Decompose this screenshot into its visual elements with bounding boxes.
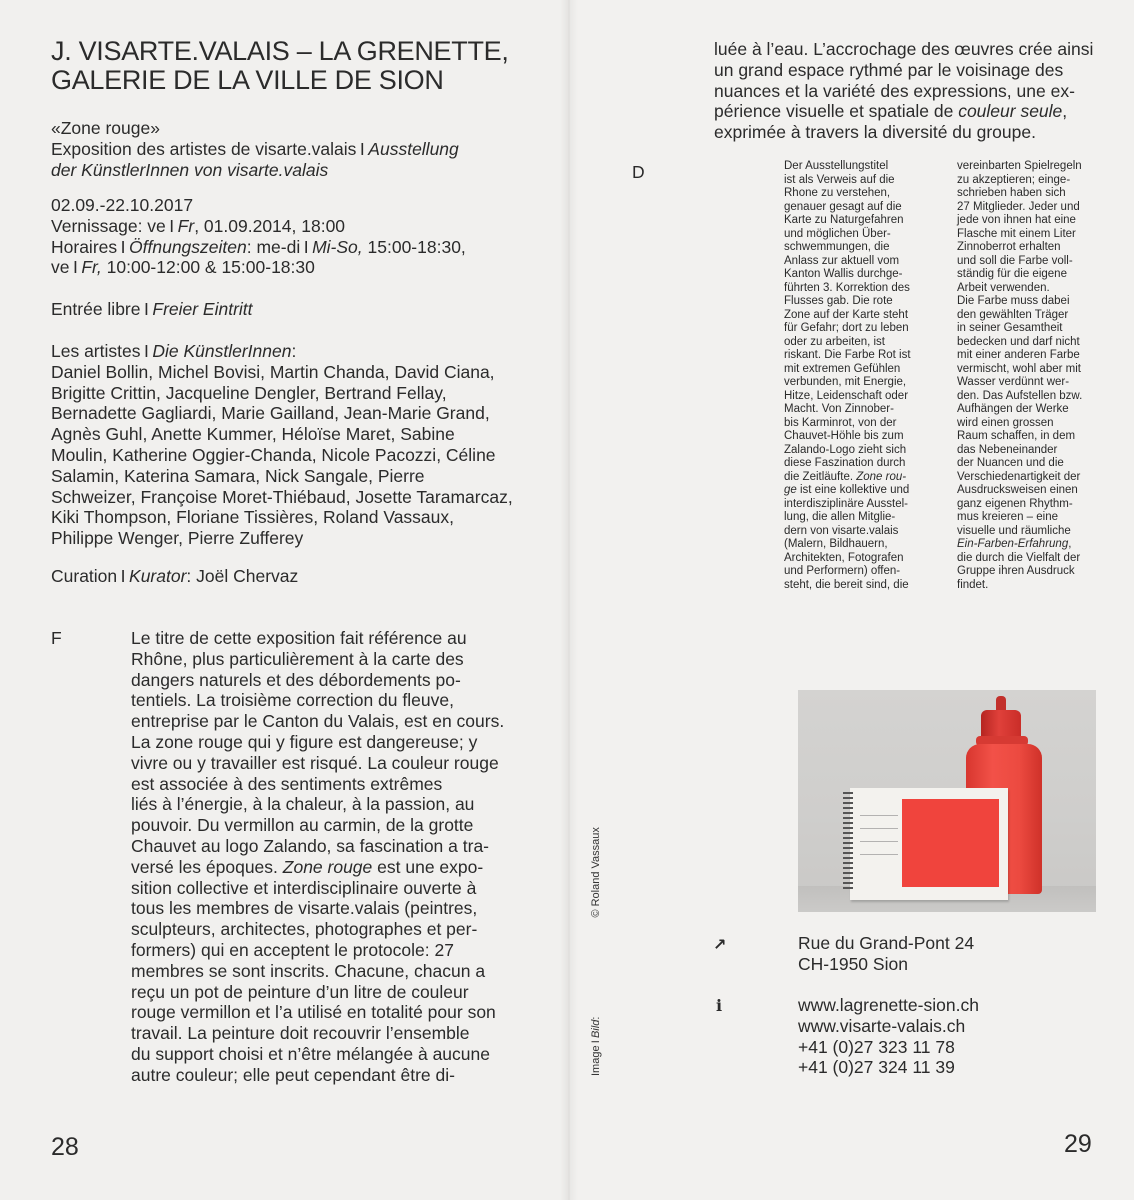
body-line (714, 101, 1114, 122)
de-line: 27 Mitglieder. Jeder und (957, 200, 1080, 213)
artists-line: Agnès Guhl, Anette Kummer, Héloïse Maret, Sabine (51, 424, 455, 445)
hours-days-de: Mi-So, (312, 236, 363, 257)
separator: I (117, 566, 130, 586)
de-line: mus kreieren – eine (957, 511, 1058, 523)
entry-de: Freier Eintritt (152, 299, 253, 319)
body-line: vivre ou y travailler est risqué. La couleur rouge (131, 752, 499, 773)
artists-line: Brigitte Crittin, Jacqueline Dengler, Bertrand Fellay, (51, 382, 447, 403)
page-number-right: 29 (1064, 1130, 1092, 1158)
page-gutter (560, 0, 578, 1200)
hours-time: 15:00-18:30, (362, 236, 466, 257)
de-line: und möglichen Über- (784, 227, 891, 240)
de-line: findet. (957, 578, 989, 591)
separator: I (590, 1037, 602, 1046)
body-line: Rhône, plus particulièrement à la carte des (131, 648, 464, 669)
de-line: oder zu arbeiten, ist (784, 335, 886, 348)
handwritten-notes (860, 806, 898, 866)
de-line: Karte zu Naturgefahren (784, 214, 904, 226)
de-line (784, 484, 944, 498)
curation-line (51, 566, 298, 587)
credit-author: © Roland Vassaux (590, 827, 602, 918)
artists-line: Schweizer, Françoise Moret-Thiébaud, Josette Taramarcaz, (51, 486, 513, 507)
body-line: pouvoir. Du vermillon au carmin, de la grotte (131, 815, 474, 836)
body-line: tous les membres de visarte.valais (peintres, (131, 898, 478, 919)
page-title (51, 37, 551, 95)
entry-info (51, 299, 253, 320)
body-line: La zone rouge qui y figure est dangereuse; y (131, 731, 478, 752)
body-line: sculpteurs, architectes, photographes et per- (131, 919, 478, 940)
de-text: ist eine kollektive und (796, 484, 910, 496)
hours-label-de: Öffnungszeiten (129, 236, 247, 257)
de-line: verbunden, mit Energie, (784, 376, 907, 388)
de-line: Flusses gab. Die rote (784, 295, 893, 307)
de-line: Aufhängen der Werke (957, 403, 1069, 415)
de-line: Raum schaffen, in dem (957, 430, 1076, 442)
de-line: lung, die allen Mitglie- (784, 511, 896, 523)
subtitle-de: Ausstellung (368, 138, 459, 159)
body-line: Chauvet au logo Zalando, sa fascination a tra- (131, 835, 489, 856)
de-line: Verschiedenartigkeit der (957, 470, 1081, 483)
artists-block (51, 341, 513, 549)
de-line: der Nuancen und die (957, 457, 1064, 469)
hours-friday-de: Fr, (81, 257, 102, 278)
de-line: schrieben haben sich (957, 187, 1066, 199)
body-line: travail. La peinture doit recouvrir l’ensemble (131, 1023, 470, 1044)
exhibition-subtitle-cont (51, 160, 459, 181)
body-line: du support choisi et n’être mélangée à aucune (131, 1043, 490, 1064)
website-link[interactable]: www.lagrenette-sion.ch (798, 995, 979, 1015)
body-line: dangers naturels et des débordements po- (131, 669, 461, 690)
de-line: (Malern, Bildhauern, (784, 538, 888, 550)
french-body-continuation (714, 39, 1114, 143)
de-italic: Ein-Farben-Erfahrung (957, 538, 1069, 550)
colon: : (291, 341, 297, 361)
subtitle-de-cont: der KünstlerInnen von visarte.valais (51, 159, 329, 180)
red-color-swatch (902, 799, 999, 887)
body-italic: couleur seule (958, 101, 1063, 122)
body-text: est une expo- (372, 856, 484, 877)
de-line: ist als Verweis auf die (784, 173, 895, 186)
opening-hours-friday (51, 257, 466, 278)
de-text: die Zeitläufte. (784, 470, 857, 483)
vernissage (51, 216, 466, 237)
de-line: bis Karminrot, von der (784, 416, 897, 429)
subtitle-fr: Exposition des artistes de visarte.valais (51, 138, 357, 159)
de-line: Zinnoberrot erhalten (957, 241, 1061, 253)
de-line: Kanton Wallis durchge- (784, 268, 903, 280)
separator: I (356, 138, 369, 159)
page-number-left: 28 (51, 1133, 79, 1161)
separator: I (165, 215, 178, 236)
curation-de: Kurator (129, 566, 187, 586)
address-line: Rue du Grand-Pont 24 (798, 933, 975, 953)
credit-label-de: Bild (590, 1019, 602, 1038)
de-line: Gruppe ihren Ausdruck (957, 565, 1075, 577)
french-body-text (131, 628, 516, 1086)
phone-number: +41 (0)27 324 11 39 (798, 1057, 955, 1078)
body-line: nuances et la variété des expressions, une ex- (714, 80, 1075, 101)
de-line: für Gefahr; dort zu leben (784, 322, 909, 334)
phone-number: +41 (0)27 323 11 78 (798, 1036, 955, 1057)
de-line: den gewählten Träger (957, 308, 1069, 321)
body-line: un grand espace rythmé par le voisinage des (714, 59, 1064, 80)
info-icon: i (716, 996, 723, 1015)
de-line: ständig für die eigene (957, 268, 1067, 280)
hours-label: Horaires (51, 236, 118, 257)
body-line: autre couleur; elle peut cependant être di- (131, 1064, 455, 1085)
de-italic: ge (784, 484, 797, 496)
de-line: Ausdrucksweisen einen (957, 484, 1078, 496)
de-line: Zone auf der Karte steht (784, 308, 909, 321)
german-text-column-2 (957, 160, 1117, 592)
credit-colon: : (590, 1016, 602, 1020)
body-line: formers) qui en acceptent le protocole: 27 (131, 939, 454, 960)
body-line: sition collective et interdisciplinaire ouverte à (131, 877, 477, 898)
german-text-column-1 (784, 160, 944, 592)
exhibition-intro (51, 118, 459, 180)
body-text: , (1062, 101, 1068, 122)
artists-label-de: Die KünstlerInnen (152, 341, 292, 361)
artists-line: Salamin, Katerina Samara, Nick Sangale, Pierre (51, 465, 425, 486)
title-line: J. VISARTE.VALAIS – LA GRENETTE, (51, 36, 509, 66)
body-line: membres se sont inscrits. Chacune, chacun a (131, 960, 486, 981)
de-line: führten 3. Korrektion des (784, 281, 910, 294)
bottle-cap (981, 710, 1021, 738)
de-line: Rhone zu verstehen, (784, 187, 891, 199)
artists-line: Daniel Bollin, Michel Bovisi, Martin Chanda, David Ciana, (51, 361, 495, 382)
de-line: das Nebeneinander (957, 443, 1058, 456)
de-line: Die Farbe muss dabei (957, 295, 1070, 307)
de-line: Flasche mit einem Liter (957, 227, 1076, 240)
de-line: Zalando-Logo zieht sich (784, 443, 907, 456)
dates-block (51, 195, 466, 278)
de-line: mit extremen Gefühlen (784, 362, 901, 375)
de-line: Anlass zur aktuell vom (784, 254, 900, 267)
gallery-address (798, 933, 974, 975)
artwork-photo (798, 690, 1096, 912)
separator: I (69, 257, 82, 278)
de-line: visuelle und räumliche (957, 524, 1071, 537)
curation-fr: Curation (51, 566, 118, 586)
curator-name: : Joël Chervaz (186, 566, 299, 586)
body-line: luée à l’eau. L’accrochage des œuvres crée ainsi (714, 39, 1094, 59)
body-line: rouge vermillon et l’a utilisé en totalité pour son (131, 1002, 496, 1023)
body-line: Le titre de cette exposition fait référence au (131, 628, 467, 648)
body-line: reçu un pot de peinture d’un litre de couleur (131, 981, 469, 1002)
hours-friday-fr: ve (51, 257, 70, 278)
de-line: Hitze, Leidenschaft oder (784, 389, 909, 402)
hours-days: : me-di (246, 236, 301, 257)
de-line: Der Ausstellungstitel (784, 160, 889, 172)
de-line: vermischt, wohl aber mit (957, 362, 1081, 375)
de-line: steht, die bereit sind, die (784, 578, 909, 591)
curation-info (51, 566, 298, 587)
artists-label (51, 341, 513, 362)
artists-line: Kiki Thompson, Floriane Tissières, Roland Vassaux, (51, 507, 455, 528)
vernissage-label: Vernissage: ve (51, 215, 166, 236)
de-line: wird einen grossen (957, 416, 1054, 429)
de-line: zu akzeptieren; einge- (957, 173, 1071, 186)
opening-hours (51, 237, 466, 258)
sketchbook-spiral (843, 792, 853, 892)
separator: I (140, 299, 153, 319)
separator: I (117, 236, 130, 257)
language-marker-fr: F (51, 628, 62, 648)
de-line: vereinbarten Spielregeln (957, 160, 1082, 172)
exhibition-name: «Zone rouge» (51, 118, 160, 138)
de-line: schwemmungen, die (784, 241, 890, 253)
body-line (131, 857, 516, 878)
vernissage-de: Fr (177, 215, 195, 236)
separator: I (140, 341, 153, 361)
entry-line (51, 299, 253, 320)
de-line: bedecken und darf nicht (957, 335, 1080, 348)
de-line: jede von ihnen hat eine (957, 214, 1076, 226)
de-text: , (1068, 538, 1072, 550)
website-link[interactable]: www.visarte-valais.ch (798, 1015, 966, 1036)
de-line: und soll die Farbe voll- (957, 254, 1073, 267)
credit-label: Image (590, 1045, 602, 1076)
body-italic: Zone rouge (282, 856, 373, 877)
artists-label-fr: Les artistes (51, 341, 141, 361)
vernissage-value: , 01.09.2014, 18:00 (194, 215, 346, 236)
body-line: tentiels. La troisième correction du fleuve, (131, 690, 454, 711)
title-line: GALERIE DE LA VILLE DE SION (51, 65, 444, 95)
artists-line: Moulin, Katherine Oggier-Chanda, Nicole Pacozzi, Céline (51, 444, 496, 465)
de-line: mit einer anderen Farbe (957, 349, 1080, 361)
body-text: versé les époques. (131, 856, 283, 877)
body-line: exprimée à travers la diversité du groupe. (714, 122, 1036, 143)
de-line: Macht. Von Zinnober- (784, 403, 894, 415)
exhibition-subtitle (51, 139, 459, 160)
de-line: die durch die Vielfalt der (957, 551, 1081, 564)
address-line: CH-1950 Sion (798, 953, 908, 974)
artists-line: Bernadette Gagliardi, Marie Gailland, Jean-Marie Grand, (51, 403, 490, 424)
de-line: Architekten, Fotografen (784, 551, 904, 564)
de-italic: Zone rou- (856, 470, 907, 483)
de-line: riskant. Die Farbe Rot ist (784, 349, 911, 361)
de-line (957, 538, 1117, 552)
de-line (784, 471, 944, 485)
hours-friday-time: 10:00-12:00 & 15:00-18:30 (101, 257, 315, 278)
de-line: den. Das Aufstellen bzw. (957, 389, 1083, 402)
de-line: in seiner Gesamtheit (957, 322, 1063, 334)
de-line: dern von visarte.valais (784, 524, 899, 537)
de-line: ganz eigenen Rhythm- (957, 497, 1073, 510)
body-text: périence visuelle et spatiale de (714, 101, 959, 122)
de-line: diese Faszination durch (784, 457, 906, 469)
body-line: entreprise par le Canton du Valais, est en cours. (131, 711, 505, 732)
de-line: Wasser verdünnt wer- (957, 376, 1070, 388)
artists-line: Philippe Wenger, Pierre Zufferey (51, 528, 304, 549)
de-line: und Performern) offen- (784, 565, 901, 577)
contact-info (798, 995, 979, 1078)
body-line: est associée à des sentiments extrêmes (131, 773, 443, 794)
separator: I (300, 236, 313, 257)
de-line: Arbeit verwenden. (957, 281, 1050, 294)
exhibition-dates: 02.09.-22.10.2017 (51, 195, 194, 215)
de-line: genauer gesagt auf die (784, 200, 902, 213)
language-marker-de: D (632, 162, 645, 182)
image-credit (590, 827, 602, 1076)
body-line: liés à l’énergie, à la chaleur, à la passion, au (131, 794, 475, 815)
de-line: Chauvet-Höhle bis zum (784, 430, 904, 442)
de-line: interdisziplinäre Ausstel- (784, 497, 909, 510)
entry-fr: Entrée libre (51, 299, 141, 319)
arrow-northeast-icon: ↗ (713, 937, 727, 954)
